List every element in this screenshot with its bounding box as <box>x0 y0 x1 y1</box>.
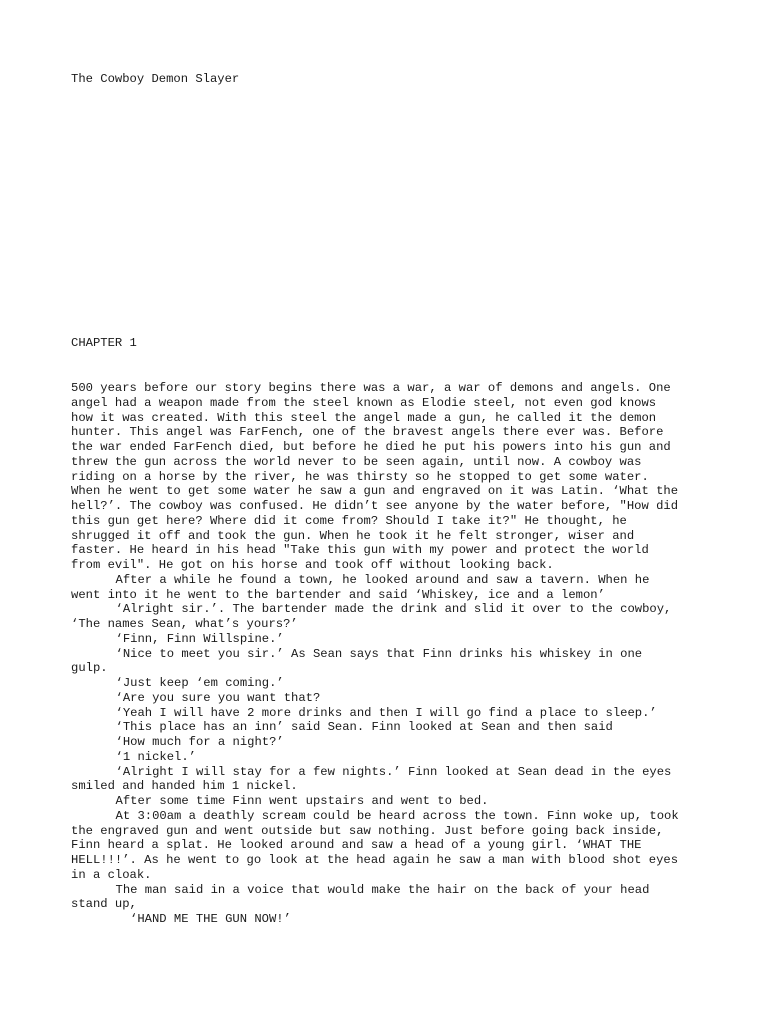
text-line: ‘HAND ME THE GUN NOW!’ <box>130 912 291 926</box>
text-line: hell?’. The cowboy was confused. He didn’t see anyone by the water before, "How did <box>71 499 679 513</box>
text-line: ‘Yeah I will have 2 more drinks and then I will go find a place to sleep.’ <box>115 705 657 720</box>
text-line: in a cloak. <box>71 867 152 882</box>
text-line: After some time Finn went upstairs and went to bed. <box>115 794 489 808</box>
text-line: hunter. This angel was FarFench, one of the bravest angels there ever was. Before <box>71 425 664 440</box>
text-line: Finn heard a splat. He looked around and saw a head of a young girl. ‘WHAT THE <box>71 838 642 853</box>
text-line: After a while he found a town, he looked around and saw a tavern. When he <box>115 572 650 587</box>
text-line: the engraved gun and went outside but saw nothing. Just before going back inside, <box>71 823 664 838</box>
text-line: ‘How much for a night?’ <box>115 735 284 749</box>
text-line: ‘Are you sure you want that? <box>115 690 321 705</box>
text-line: ‘Nice to meet you sir.’ As Sean says that Finn drinks his whiskey in one <box>115 646 643 661</box>
text-line: ‘This place has an inn’ said Sean. Finn looked at Sean and then said <box>115 720 613 735</box>
text-line: smiled and handed him 1 nickel. <box>71 779 298 794</box>
text-line: shrugged it off and took the gun. When he took it he felt stronger, wiser and <box>71 528 635 543</box>
text-line: When he went to get some water he saw a gun and engraved on it was Latin. ‘What the <box>71 484 679 499</box>
text-line: ‘1 nickel.’ <box>115 749 196 764</box>
text-line: ‘Alright sir.’. The bartender made the drink and slid it over to the cowboy, <box>115 602 672 617</box>
text-line: 500 years before our story begins there was a war, a war of demons and angels. One <box>71 381 671 395</box>
text-line: ‘Finn, Finn Willspine.’ <box>115 631 284 646</box>
chapter-heading: CHAPTER 1 <box>71 336 137 350</box>
text-line: stand up, <box>71 897 137 912</box>
text-line: angel had a weapon made from the steel known as Elodie steel, not even god knows <box>71 395 657 410</box>
text-line: from evil". He got on his horse and took off without looking back. <box>71 558 554 572</box>
text-line: how it was created. With this steel the angel made a gun, he called it the demon <box>71 410 657 425</box>
document-title: The Cowboy Demon Slayer <box>71 72 240 86</box>
text-line: HELL!!!’. As he went to go look at the head again he saw a man with blood shot eyes <box>71 853 679 867</box>
text-line: the war ended FarFench died, but before he died he put his powers into his gun and <box>71 440 671 454</box>
text-line: The man said in a voice that would make the hair on the back of your head <box>115 882 650 897</box>
text-line: ‘The names Sean, what’s yours?’ <box>71 617 298 631</box>
body-text <box>71 381 711 927</box>
text-line: threw the gun across the world never to be seen again, until now. A cowboy was <box>71 454 642 469</box>
text-line: riding on a horse by the river, he was thirsty so he stopped to get some water. <box>71 469 649 484</box>
text-line: faster. He heard in his head "Take this gun with my power and protect the world <box>71 543 649 558</box>
text-line: At 3:00am a deathly scream could be heard across the town. Finn woke up, took <box>115 808 679 823</box>
text-line: this gun get here? Where did it come from? Should I take it?" He thought, he <box>71 513 627 528</box>
text-line: ‘Just keep ‘em coming.’ <box>115 676 284 690</box>
text-line: went into it he went to the bartender and said ‘Whiskey, ice and a lemon’ <box>71 587 605 602</box>
text-line: ‘Alright I will stay for a few nights.’ Finn looked at Sean dead in the eyes <box>115 764 672 779</box>
text-line: gulp. <box>71 661 108 676</box>
